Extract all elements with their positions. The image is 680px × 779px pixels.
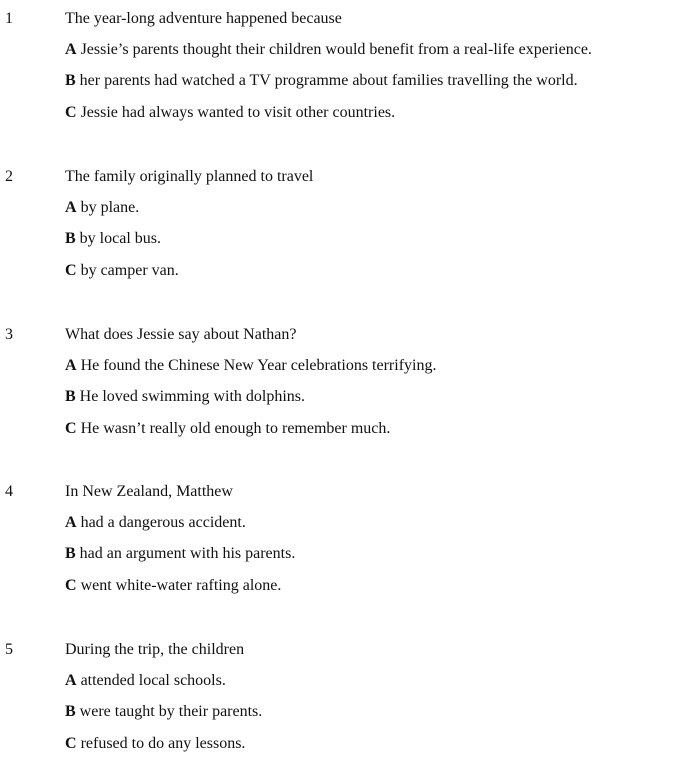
question-1 (0, 8, 680, 148)
option-a[interactable] (65, 512, 246, 534)
option-text: He loved swimming with dolphins. (79, 388, 305, 405)
option-text: Jessie had always wanted to visit other countries. (80, 104, 396, 121)
option-letter: B (65, 72, 76, 89)
option-text: had an argument with his parents. (79, 545, 296, 562)
question-number: 3 (5, 326, 13, 343)
question-stem: What does Jessie say about Nathan? (65, 326, 297, 343)
question-5 (0, 639, 680, 779)
option-a[interactable] (65, 197, 139, 219)
option-text: attended local schools. (80, 672, 226, 689)
option-b[interactable] (65, 386, 305, 408)
option-text: He found the Chinese New Year celebrations terrifying. (80, 357, 437, 374)
option-text: her parents had watched a TV programme about families travelling the world. (79, 72, 578, 89)
question-number: 4 (5, 483, 13, 500)
option-c[interactable] (65, 260, 179, 282)
option-a[interactable] (65, 355, 436, 377)
option-c[interactable] (65, 733, 245, 755)
question-stem: In New Zealand, Matthew (65, 483, 233, 500)
option-letter: A (65, 199, 77, 216)
option-letter: A (65, 41, 77, 58)
option-text: by camper van. (80, 262, 179, 279)
option-b[interactable] (65, 701, 262, 723)
option-b[interactable] (65, 228, 161, 250)
option-letter: A (65, 514, 77, 531)
option-letter: C (65, 420, 77, 437)
question-stem: During the trip, the children (65, 641, 245, 658)
option-letter: C (65, 262, 77, 279)
option-letter: A (65, 672, 77, 689)
option-c[interactable] (65, 575, 281, 597)
question-number: 5 (5, 641, 13, 658)
option-letter: B (65, 388, 76, 405)
option-text: refused to do any lessons. (80, 735, 246, 752)
option-letter: B (65, 230, 76, 247)
option-letter: C (65, 735, 77, 752)
option-a[interactable] (65, 39, 592, 61)
option-text: had a dangerous accident. (80, 514, 246, 531)
option-a[interactable] (65, 670, 226, 692)
option-letter: A (65, 357, 77, 374)
option-b[interactable] (65, 70, 578, 92)
option-text: went white-water rafting alone. (80, 577, 282, 594)
question-number: 2 (5, 168, 13, 185)
option-text: by local bus. (79, 230, 161, 247)
question-4 (0, 481, 680, 621)
option-letter: B (65, 545, 76, 562)
option-c[interactable] (65, 418, 390, 440)
option-b[interactable] (65, 543, 295, 565)
question-number: 1 (5, 10, 13, 27)
option-text: Jessie’s parents thought their children would benefit from a real-life experience. (80, 41, 592, 58)
question-stem: The family originally planned to travel (65, 168, 314, 185)
option-letter: C (65, 104, 77, 121)
option-text: were taught by their parents. (79, 703, 263, 720)
option-c[interactable] (65, 102, 395, 124)
option-text: He wasn’t really old enough to remember much. (80, 420, 391, 437)
option-letter: B (65, 703, 76, 720)
question-2 (0, 166, 680, 306)
question-stem: The year-long adventure happened because (65, 10, 342, 27)
option-text: by plane. (80, 199, 140, 216)
option-letter: C (65, 577, 77, 594)
question-3 (0, 324, 680, 464)
